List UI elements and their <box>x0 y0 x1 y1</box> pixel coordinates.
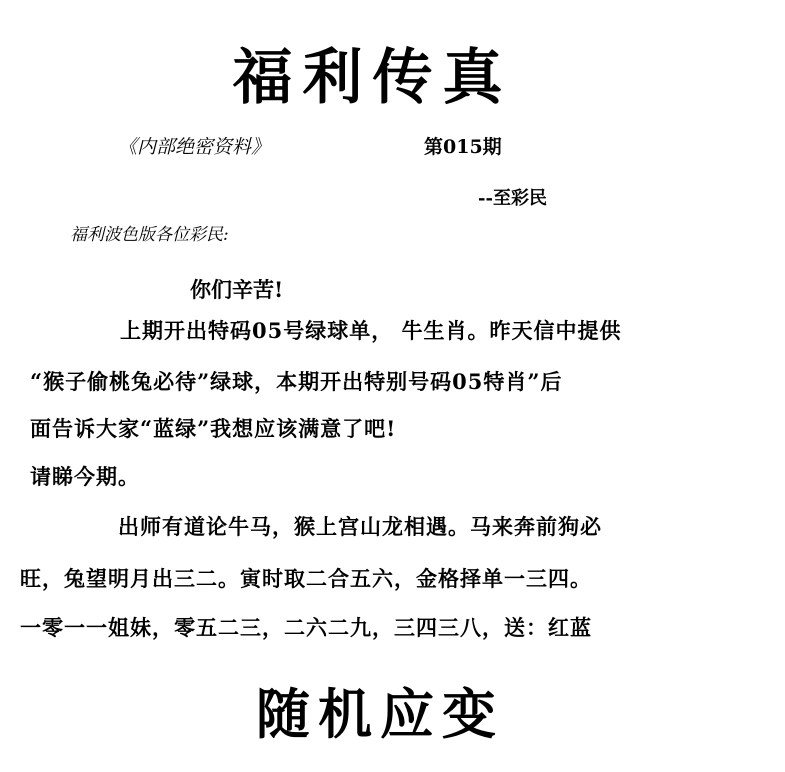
document-title: 福利传真 <box>232 43 513 113</box>
sender-line: --至彩民 <box>478 188 547 209</box>
document-source: 《内部绝密资料》 <box>118 136 271 158</box>
paragraph-1-line-4: 请睇今期。 <box>30 464 140 489</box>
footer-title: 随机应变 <box>256 682 504 746</box>
issue-number: 第015期 <box>424 136 502 158</box>
paragraph-1-line-3: 面告诉大家“蓝绿”我想应该满意了吧! <box>30 416 397 441</box>
paragraph-2-line-3: 一零一一姐妹，零五二三，二六二九，三四三八，送：红蓝 <box>20 615 592 640</box>
paragraph-1-line-2: “猴子偷桃兔必待”绿球，本期开出特别号码05特肖”后 <box>30 369 563 394</box>
paragraph-2-line-1: 出师有道论牛马，猴上宫山龙相遇。马来奔前狗必 <box>118 514 602 539</box>
salutation: 福利波色版各位彩民: <box>70 225 229 245</box>
paragraph-2-line-2: 旺，兔望明月出三二。寅时取二合五六，金格择单一三四。 <box>20 566 592 591</box>
paragraph-1-line-1: 上期开出特码05号绿球单， 牛生肖。昨天信中提供 <box>120 318 622 343</box>
greeting: 你们辛苦! <box>190 277 284 302</box>
